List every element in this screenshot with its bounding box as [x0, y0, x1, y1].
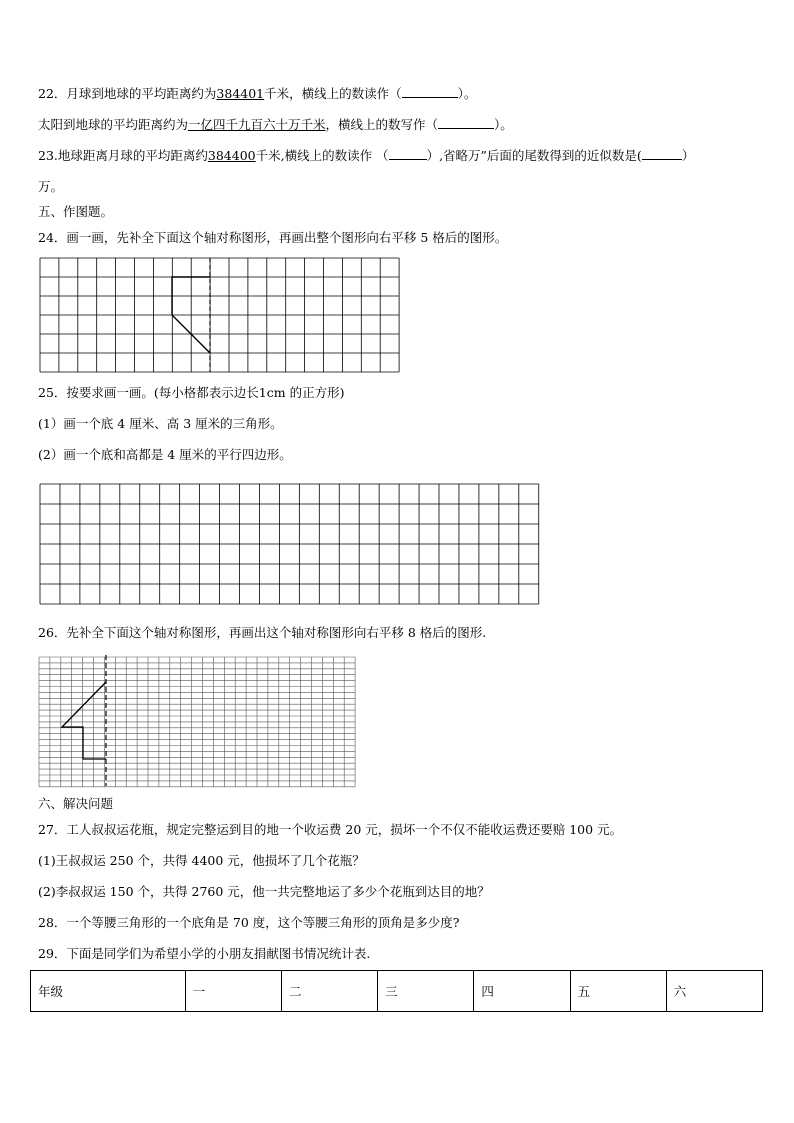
q22-text-4: ，横线上的数写作（: [325, 117, 439, 132]
question-27-part-2: (2)李叔叔运 150 个，共得 2760 元，他一共完整地运了多少个花瓶到达目的地？: [38, 884, 490, 899]
grid-question-26[interactable]: [39, 657, 355, 787]
table-cell: 三: [378, 971, 474, 1012]
question-25: 25．按要求画一画。(每小格都表示边长1cm 的正方形): [38, 385, 345, 400]
q23-number: 384400: [207, 148, 256, 163]
table-row: [31, 971, 763, 1012]
statistics-table: [30, 970, 763, 1012]
question-26: 26．先补全下面这个轴对称图形，再画出这个轴对称图形向右平移 8 格后的图形.: [38, 625, 487, 640]
question-27: 27．工人叔叔运花瓶，规定完整运到目的地一个收运费 20 元，损坏一个不仅不能收运费还要赔 100 元。: [38, 822, 623, 837]
table-cell: 四: [474, 971, 570, 1012]
q23-text-2: 千米,横线上的数读作 （: [255, 148, 389, 163]
table-cell: 六: [666, 971, 762, 1012]
half-figure: [62, 682, 106, 759]
grid-question-24[interactable]: [40, 258, 399, 372]
q23-text: 23.地球距离月球的平均距离约: [38, 148, 208, 163]
q22-text: 22．月球到地球的平均距离约为: [38, 86, 217, 101]
q23-text-end: ）: [681, 148, 695, 163]
section-5-heading: 五、作图题。: [38, 204, 114, 219]
question-29: 29．下面是同学们为希望小学的小朋友捐献图书情况统计表.: [38, 946, 371, 961]
grid-question-25[interactable]: [40, 484, 539, 604]
q22-number: 384401: [216, 86, 265, 101]
q22-text-3: 太阳到地球的平均距离约为: [38, 117, 189, 132]
section-6-heading: 六、解决问题: [38, 796, 114, 811]
q22-words: 一亿四千九百六十万千米: [188, 117, 326, 132]
table-cell: 五: [570, 971, 666, 1012]
question-25-item-2: (2）画一个底和高都是 4 厘米的平行四边形。: [38, 447, 292, 462]
question-27-part-1: (1)王叔叔运 250 个，共得 4400 元，他损坏了几个花瓶？: [38, 853, 365, 868]
question-25-item-1: (1）画一个底 4 厘米、高 3 厘米的三角形。: [38, 416, 283, 431]
q22-text-end: ）。: [457, 86, 477, 101]
table-cell: 年级: [31, 971, 186, 1012]
table-cell: 二: [281, 971, 377, 1012]
q23-unit: 万。: [38, 179, 64, 194]
q23-text-3: ）,省略万”后面的尾数得到的近似数是(: [426, 148, 642, 163]
question-28: 28．一个等腰三角形的一个底角是 70 度，这个等腰三角形的顶角是多少度?: [38, 915, 460, 930]
question-24: 24．画一画，先补全下面这个轴对称图形，再画出整个图形向右平移 5 格后的图形。: [38, 230, 508, 245]
q22-text-end-2: ）。: [494, 117, 513, 132]
table-cell: 一: [185, 971, 281, 1012]
q22-text-2: 千米，横线上的数读作（: [264, 86, 402, 101]
